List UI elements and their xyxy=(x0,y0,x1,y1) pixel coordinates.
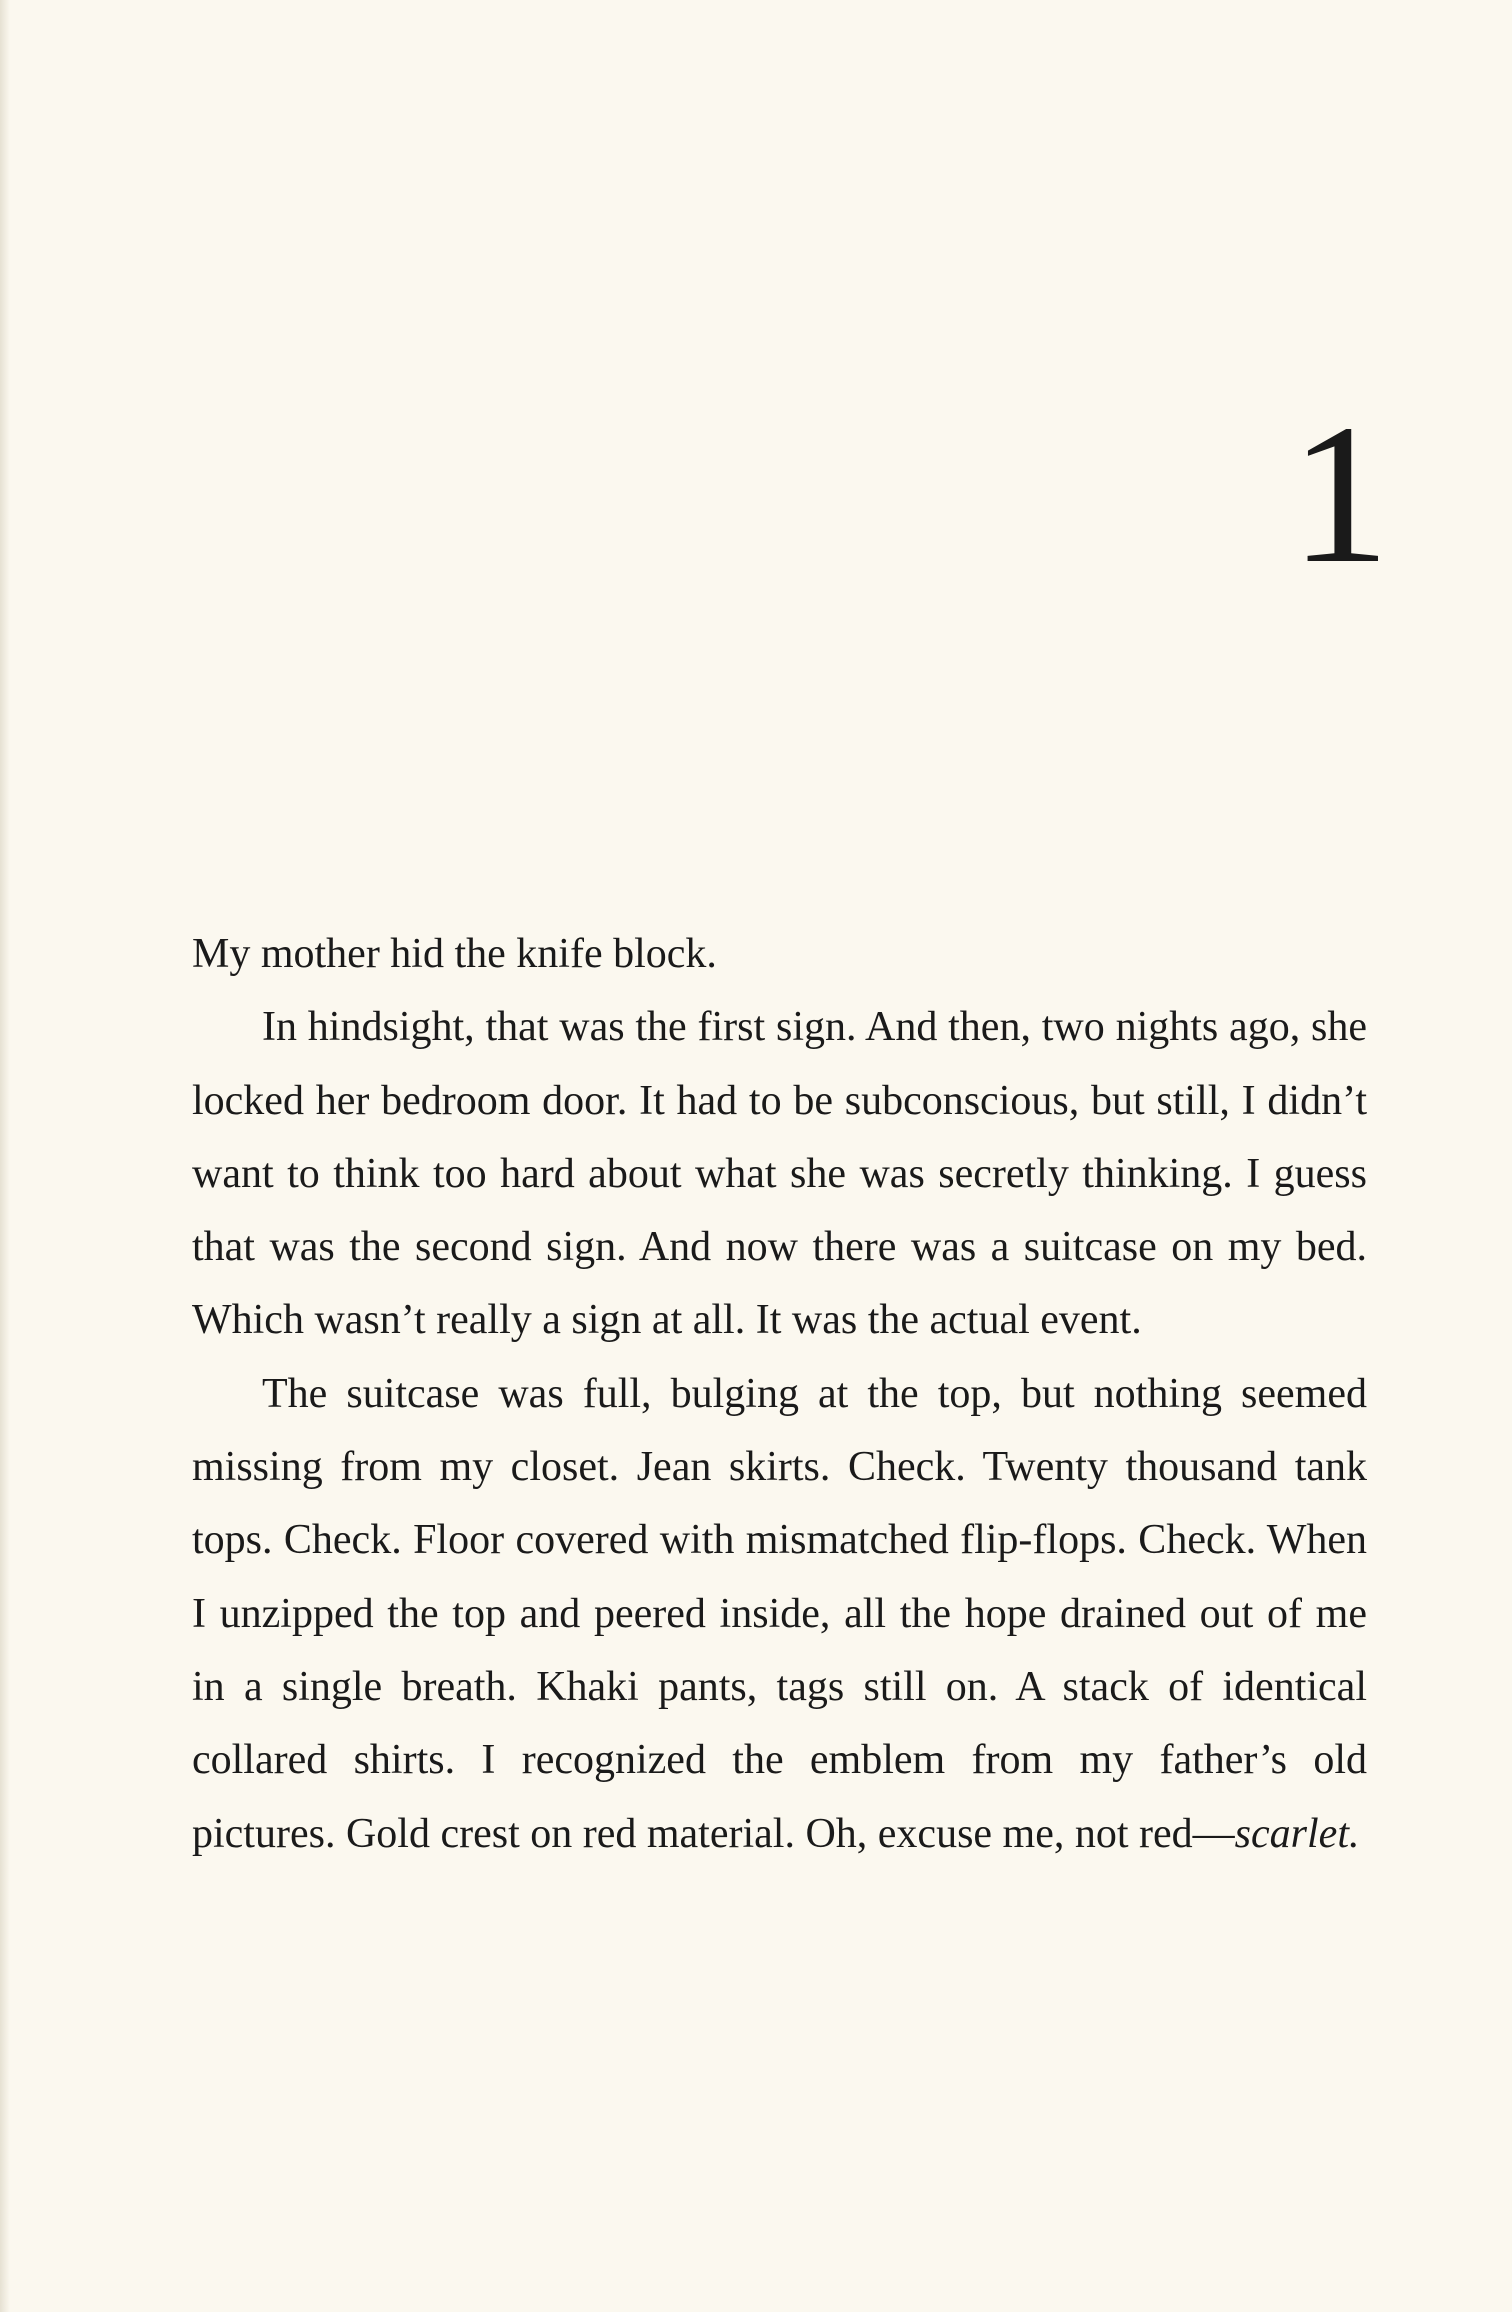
paragraph: My mother hid the knife block. xyxy=(192,931,717,977)
paragraph: In hindsight, that was the first sign. And then, two nights ago, she locked her bedroom door. It had to be subconscious, but still, I didn’t want to think too hard about what she was secretly thinking. I guess that was the second sign. And now there was a suitcase on my bed. Which wasn’t really a sign at all. It was the actual event. xyxy=(192,1004,1367,1344)
italic-emphasis: scarlet. xyxy=(1234,1810,1360,1857)
page-edge-shadow xyxy=(0,0,10,2312)
chapter-body xyxy=(192,918,1367,1871)
paragraph xyxy=(192,1358,1367,1871)
paragraph-text: The suitcase was full, bulging at the top, but nothing seemed missing from my closet. Jean skirts. Check. Twenty thousand tank tops. Check. Floor covered with mismatched flip-flops. Check. When I unzipped the top and peered inside, all the hope drained out of me in a single breath. Khaki pants, tags still on. A stack of identical collared shirts. I recognized the emblem from my father’s old pictures. Gold crest on red material. Oh, excuse me, not red— xyxy=(192,1370,1367,1857)
chapter-number: 1 xyxy=(1290,384,1390,605)
